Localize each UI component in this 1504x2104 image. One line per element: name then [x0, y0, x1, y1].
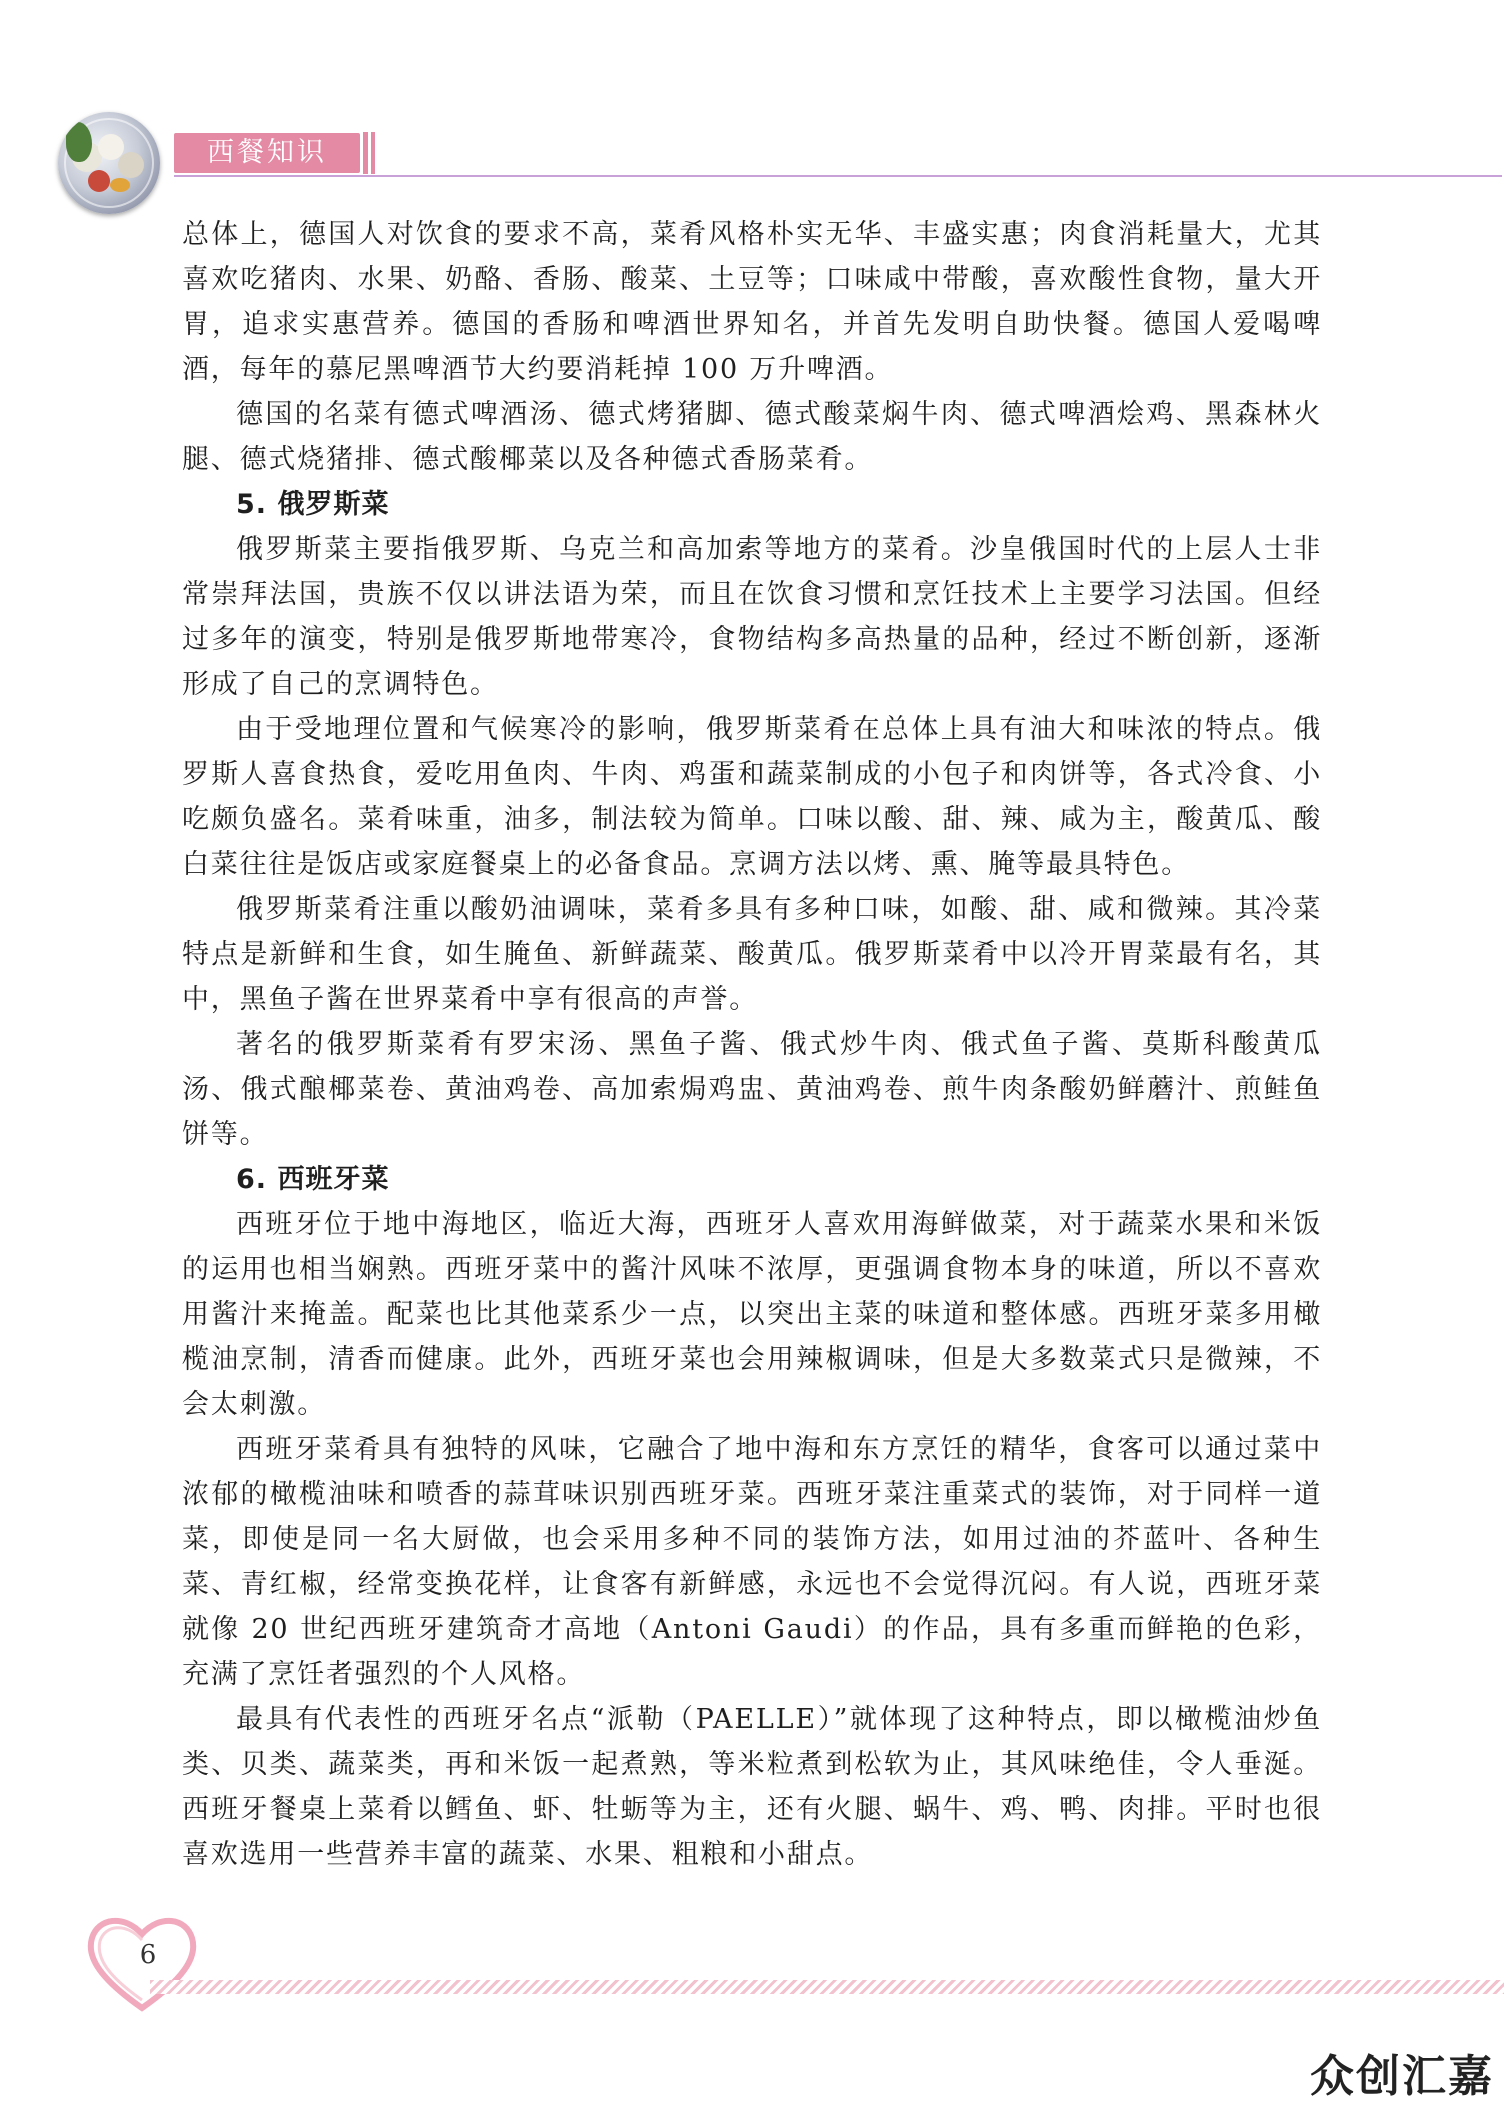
watermark: 众创汇嘉	[1310, 2051, 1494, 2102]
food-plate-icon	[58, 112, 160, 214]
page-number: 6	[139, 1940, 157, 1970]
section-title: 西餐知识	[207, 137, 327, 168]
section-tab	[174, 133, 360, 173]
paragraph: 著名的俄罗斯菜肴有罗宋汤、黑鱼子酱、俄式炒牛肉、俄式鱼子酱、莫斯科酸黄瓜汤、俄式酿椰菜卷、黄油鸡卷、高加索焗鸡盅、黄油鸡卷、煎牛肉条酸奶鲜蘑汁、煎鲑鱼饼等。	[182, 1029, 1322, 1150]
main-content	[182, 212, 1322, 1877]
page-footer	[0, 1880, 1504, 2102]
page-header	[0, 0, 1504, 210]
paragraph: 俄罗斯菜主要指俄罗斯、乌克兰和高加索等地方的菜肴。沙皇俄国时代的上层人士非常崇拜法国，贵族不仅以讲法语为荣，而且在饮食习惯和烹饪技术上主要学习法国。但经过多年的演变，特别是俄罗斯地带寒冷，食物结构多高热量的品种，经过不断创新，逐渐形成了自己的烹调特色。	[182, 534, 1322, 700]
section-heading-russian: 5. 俄罗斯菜	[236, 489, 390, 520]
paragraph: 西班牙位于地中海地区，临近大海，西班牙人喜欢用海鲜做菜，对于蔬菜水果和米饭的运用也相当娴熟。西班牙菜中的酱汁风味不浓厚，更强调食物本身的味道，所以不喜欢用酱汁来掩盖。配菜也比其他菜系少一点，以突出主菜的味道和整体感。西班牙菜多用橄榄油烹制，清香而健康。此外，西班牙菜也会用辣椒调味，但是大多数菜式只是微辣，不会太刺激。	[182, 1209, 1322, 1420]
tab-divider	[363, 132, 368, 174]
footer-stripe	[150, 1980, 1504, 1994]
paragraph: 俄罗斯菜肴注重以酸奶油调味，菜肴多具有多种口味，如酸、甜、咸和微辣。其冷菜特点是新鲜和生食，如生腌鱼、新鲜蔬菜、酸黄瓜。俄罗斯菜肴中以冷开胃菜最有名，其中，黑鱼子酱在世界菜肴中享有很高的声誉。	[182, 894, 1322, 1015]
section-heading-spanish: 6. 西班牙菜	[236, 1164, 390, 1195]
paragraph: 德国的名菜有德式啤酒汤、德式烤猪脚、德式酸菜焖牛肉、德式啤酒烩鸡、黑森林火腿、德式烧猪排、德式酸椰菜以及各种德式香肠菜肴。	[182, 399, 1322, 475]
paragraph: 西班牙菜肴具有独特的风味，它融合了地中海和东方烹饪的精华，食客可以通过菜中浓郁的橄榄油味和喷香的蒜茸味识别西班牙菜。西班牙菜注重菜式的装饰，对于同样一道菜，即使是同一名大厨做，也会采用多种不同的装饰方法，如用过油的芥蓝叶、各种生菜、青红椒，经常变换花样，让食客有新鲜感，永远也不会觉得沉闷。有人说，西班牙菜就像 20 世纪西班牙建筑奇才高地（Antoni Gaudi）的作品，具有多重而鲜艳的色彩，充满了烹饪者强烈的个人风格。	[182, 1434, 1322, 1690]
paragraph: 总体上，德国人对饮食的要求不高，菜肴风格朴实无华、丰盛实惠；肉食消耗量大，尤其喜欢吃猪肉、水果、奶酪、香肠、酸菜、土豆等；口味咸中带酸，喜欢酸性食物，量大开胃，追求实惠营养。德国的香肠和啤酒世界知名，并首先发明自助快餐。德国人爱喝啤酒，每年的慕尼黑啤酒节大约要消耗掉 100 万升啤酒。	[182, 219, 1322, 385]
header-rule	[174, 175, 1502, 177]
paragraph: 由于受地理位置和气候寒冷的影响，俄罗斯菜肴在总体上具有油大和味浓的特点。俄罗斯人喜食热食，爱吃用鱼肉、牛肉、鸡蛋和蔬菜制成的小包子和肉饼等，各式冷食、小吃颇负盛名。菜肴味重，油多，制法较为简单。口味以酸、甜、辣、咸为主，酸黄瓜、酸白菜往往是饭店或家庭餐桌上的必备食品。烹调方法以烤、熏、腌等最具特色。	[182, 714, 1322, 880]
tab-divider	[371, 132, 375, 174]
paragraph: 最具有代表性的西班牙名点“派勒（PAELLE）”就体现了这种特点，即以橄榄油炒鱼类、贝类、蔬菜类，再和米饭一起煮熟，等米粒煮到松软为止，其风味绝佳，令人垂涎。西班牙餐桌上菜肴以鳕鱼、虾、牡蛎等为主，还有火腿、蜗牛、鸡、鸭、肉排。平时也很喜欢选用一些营养丰富的蔬菜、水果、粗粮和小甜点。	[182, 1704, 1322, 1870]
